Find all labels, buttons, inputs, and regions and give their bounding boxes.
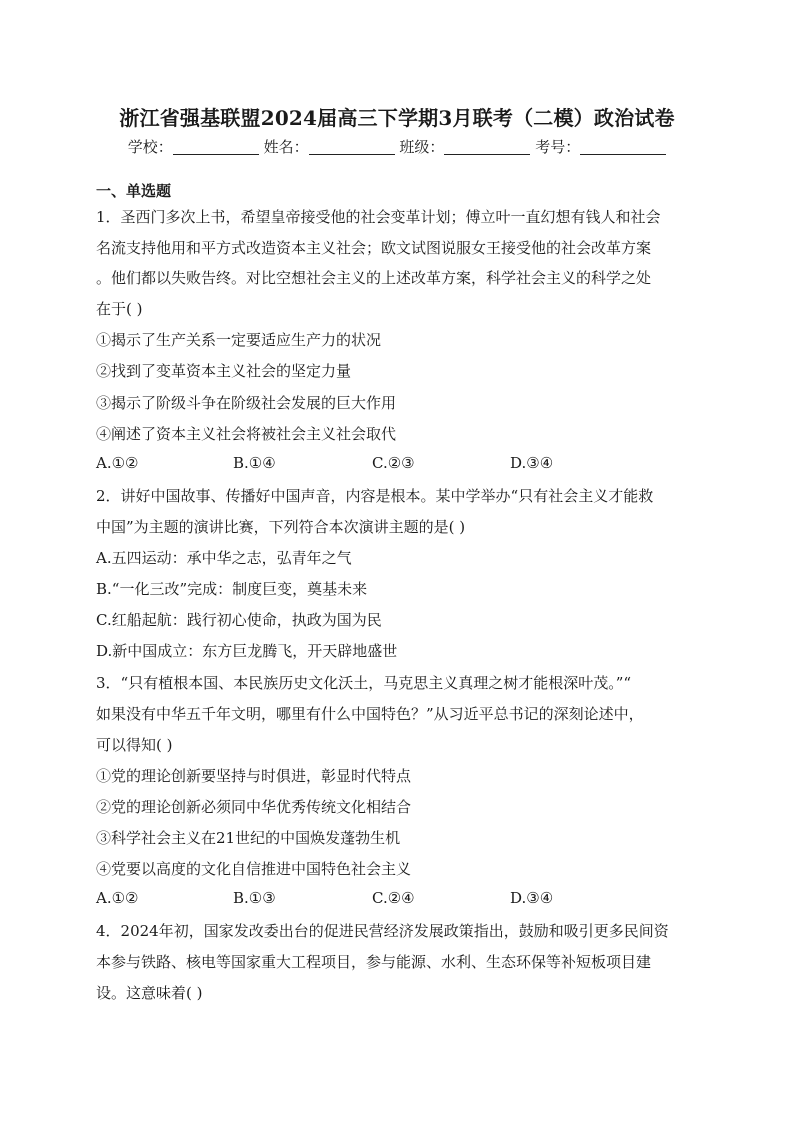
q1-option-b[interactable]: B.①④: [233, 454, 276, 472]
number-blank[interactable]: [580, 140, 666, 155]
name-blank[interactable]: [309, 140, 395, 155]
name-label: 姓名：: [263, 138, 309, 156]
q4-line: 本参与铁路、核电等国家重大工程项目，参与能源、水利、生态环保等补短板项目建: [96, 953, 652, 971]
q1-option-a[interactable]: A.①②: [96, 454, 139, 472]
number-label: 考号：: [535, 138, 581, 156]
q3-option-d[interactable]: D.③④: [510, 889, 554, 907]
q4-line: 4．2024年初，国家发改委出台的促进民营经济发展政策指出，鼓励和吸引更多民间资: [96, 922, 669, 940]
q3-line: 可以得知( ): [96, 736, 173, 754]
q3-line: 如果没有中华五千年文明，哪里有什么中国特色？”从习近平总书记的深刻论述中，: [96, 705, 644, 723]
student-info-row: [0, 136, 794, 157]
page-title: 浙江省强基联盟2024届高三下学期3月联考（二模）政治试卷: [119, 106, 675, 130]
q3-statement: ④党要以高度的文化自信推进中国特色社会主义: [96, 860, 412, 878]
school-label: 学校：: [127, 138, 173, 156]
q3-option-a[interactable]: A.①②: [96, 889, 139, 907]
class-blank[interactable]: [444, 140, 530, 155]
class-label: 班级：: [399, 138, 445, 156]
q3-statement: ③科学社会主义在21世纪的中国焕发蓬勃生机: [96, 829, 401, 847]
q4-line: 设。这意味着( ): [96, 984, 203, 1002]
q2-line: 2．讲好中国故事、传播好中国声音，内容是根本。某中学举办“只有社会主义才能救: [96, 487, 654, 505]
q1-line: 1．圣西门多次上书，希望皇帝接受他的社会变革计划；傅立叶一直幻想有钱人和社会: [96, 208, 661, 226]
q3-statement: ②党的理论创新必须同中华优秀传统文化相结合: [96, 798, 412, 816]
section-title: 一、单选题: [96, 182, 172, 200]
q3-statement: ①党的理论创新要坚持与时俱进，彰显时代特点: [96, 767, 412, 785]
q3-line: 3．“只有植根本国、本民族历史文化沃土，马克思主义真理之树才能根深叶茂。”“: [96, 674, 632, 692]
q1-statement: ②找到了变革资本主义社会的坚定力量: [96, 362, 352, 380]
q2-choice-c[interactable]: C.红船起航：践行初心使命，执政为国为民: [96, 611, 382, 629]
q1-option-c[interactable]: C.②③: [372, 454, 415, 472]
q1-option-d[interactable]: D.③④: [510, 454, 554, 472]
school-blank[interactable]: [173, 140, 259, 155]
q1-statement: ①揭示了生产关系一定要适应生产力的状况: [96, 331, 382, 349]
q2-line: 中国”为主题的演讲比赛，下列符合本次演讲主题的是( ): [96, 518, 466, 536]
q2-choice-d[interactable]: D.新中国成立：东方巨龙腾飞，开天辟地盛世: [96, 642, 398, 660]
q1-line: 名流支持他用和平方式改造资本主义社会；欧文试图说服女王接受他的社会改革方案: [96, 239, 652, 257]
q1-statement: ④阐述了资本主义社会将被社会主义社会取代: [96, 425, 397, 443]
q2-choice-a[interactable]: A.五四运动：承中华之志，弘青年之气: [96, 549, 352, 567]
q1-line: 。他们都以失败告终。对比空想社会主义的上述改革方案，科学社会主义的科学之处: [96, 269, 652, 287]
q3-option-c[interactable]: C.②④: [372, 889, 415, 907]
q1-line: 在于( ): [96, 300, 143, 318]
q1-statement: ③揭示了阶级斗争在阶级社会发展的巨大作用: [96, 394, 397, 412]
q3-option-b[interactable]: B.①③: [233, 889, 276, 907]
q2-choice-b[interactable]: B.“一化三改”完成：制度巨变，奠基未来: [96, 580, 368, 598]
